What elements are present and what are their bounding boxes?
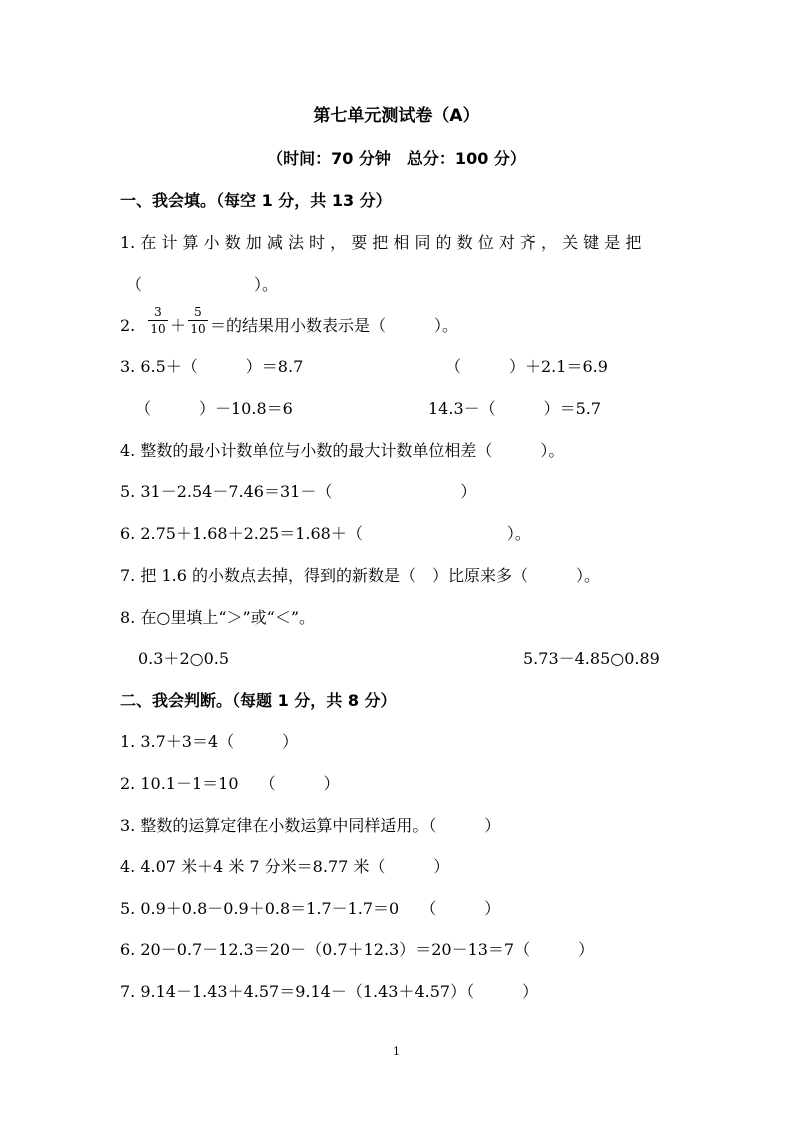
page-title: 第七单元测试卷（A） [313, 106, 480, 126]
question-3a: 3. 6.5＋（ ）＝8.7 [120, 357, 304, 376]
judge-item-3: 3. 整数的运算定律在小数运算中同样适用。（ ） [120, 816, 501, 835]
question-7: 7. 把 1.6 的小数点去掉，得到的新数是（ ）比原来多（ ）。 [120, 566, 600, 585]
fraction-denominator: 10 [150, 322, 166, 336]
fraction-bar [148, 320, 168, 321]
question-3c: （ ）－10.8＝6 [135, 399, 293, 418]
judge-item-5: 5. 0.9＋0.8－0.9＋0.8＝1.7－1.7＝0 （ ） [120, 899, 501, 918]
question-8b: 5.73－4.85○0.89 [523, 649, 660, 668]
question-2-prefix: 2. [120, 316, 136, 335]
fraction-3-10 [148, 305, 168, 336]
question-4: 4. 整数的最小计数单位与小数的最大计数单位相差（ ）。 [120, 441, 565, 460]
question-8a: 0.3＋2○0.5 [138, 649, 230, 668]
judge-item-4: 4. 4.07 米＋4 米 7 分米＝8.77 米（ ） [120, 857, 450, 876]
judge-item-2: 2. 10.1－1＝10 （ ） [120, 774, 340, 793]
fraction-numerator: 5 [194, 305, 202, 319]
question-8: 8. 在○里填上“＞”或“＜”。 [120, 608, 316, 627]
question-3d: 14.3－（ ）＝5.7 [428, 399, 602, 418]
page-subtitle: （时间：70 分钟 总分：100 分） [267, 149, 526, 168]
section2-heading: 二、我会判断。（每题 1 分，共 8 分） [120, 691, 397, 710]
judge-item-6: 6. 20－0.7－12.3＝20－（0.7＋12.3）＝20－13＝7（ ） [120, 940, 595, 959]
fraction-bar [188, 320, 208, 321]
section1-heading: 一、我会填。（每空 1 分，共 13 分） [120, 191, 392, 210]
question-6: 6. 2.75＋1.68＋2.25＝1.68＋（ ）。 [120, 524, 531, 543]
question-3b: （ ）＋2.1＝6.9 [445, 357, 608, 376]
page-number: 1 [393, 1045, 400, 1058]
plus-sign: ＋ [170, 316, 187, 335]
question-1-line1: 1. 在 计 算 小 数 加 减 法 时 ， 要 把 相 同 的 数 位 对 齐 ， 关 键 是 把 [120, 233, 642, 252]
fraction-numerator: 3 [154, 305, 162, 319]
judge-item-1: 1. 3.7＋3＝4（ ） [120, 732, 299, 751]
judge-item-7: 7. 9.14－1.43＋4.57＝9.14－（1.43＋4.57）（ ） [120, 982, 539, 1001]
question-2-text: ＝的结果用小数表示是（ ）。 [210, 316, 459, 335]
fraction-5-10 [188, 305, 208, 336]
question-5: 5. 31－2.54－7.46＝31－（ ） [120, 482, 477, 501]
fraction-denominator: 10 [190, 322, 206, 336]
question-1-line2: （ ）。 [126, 275, 279, 294]
